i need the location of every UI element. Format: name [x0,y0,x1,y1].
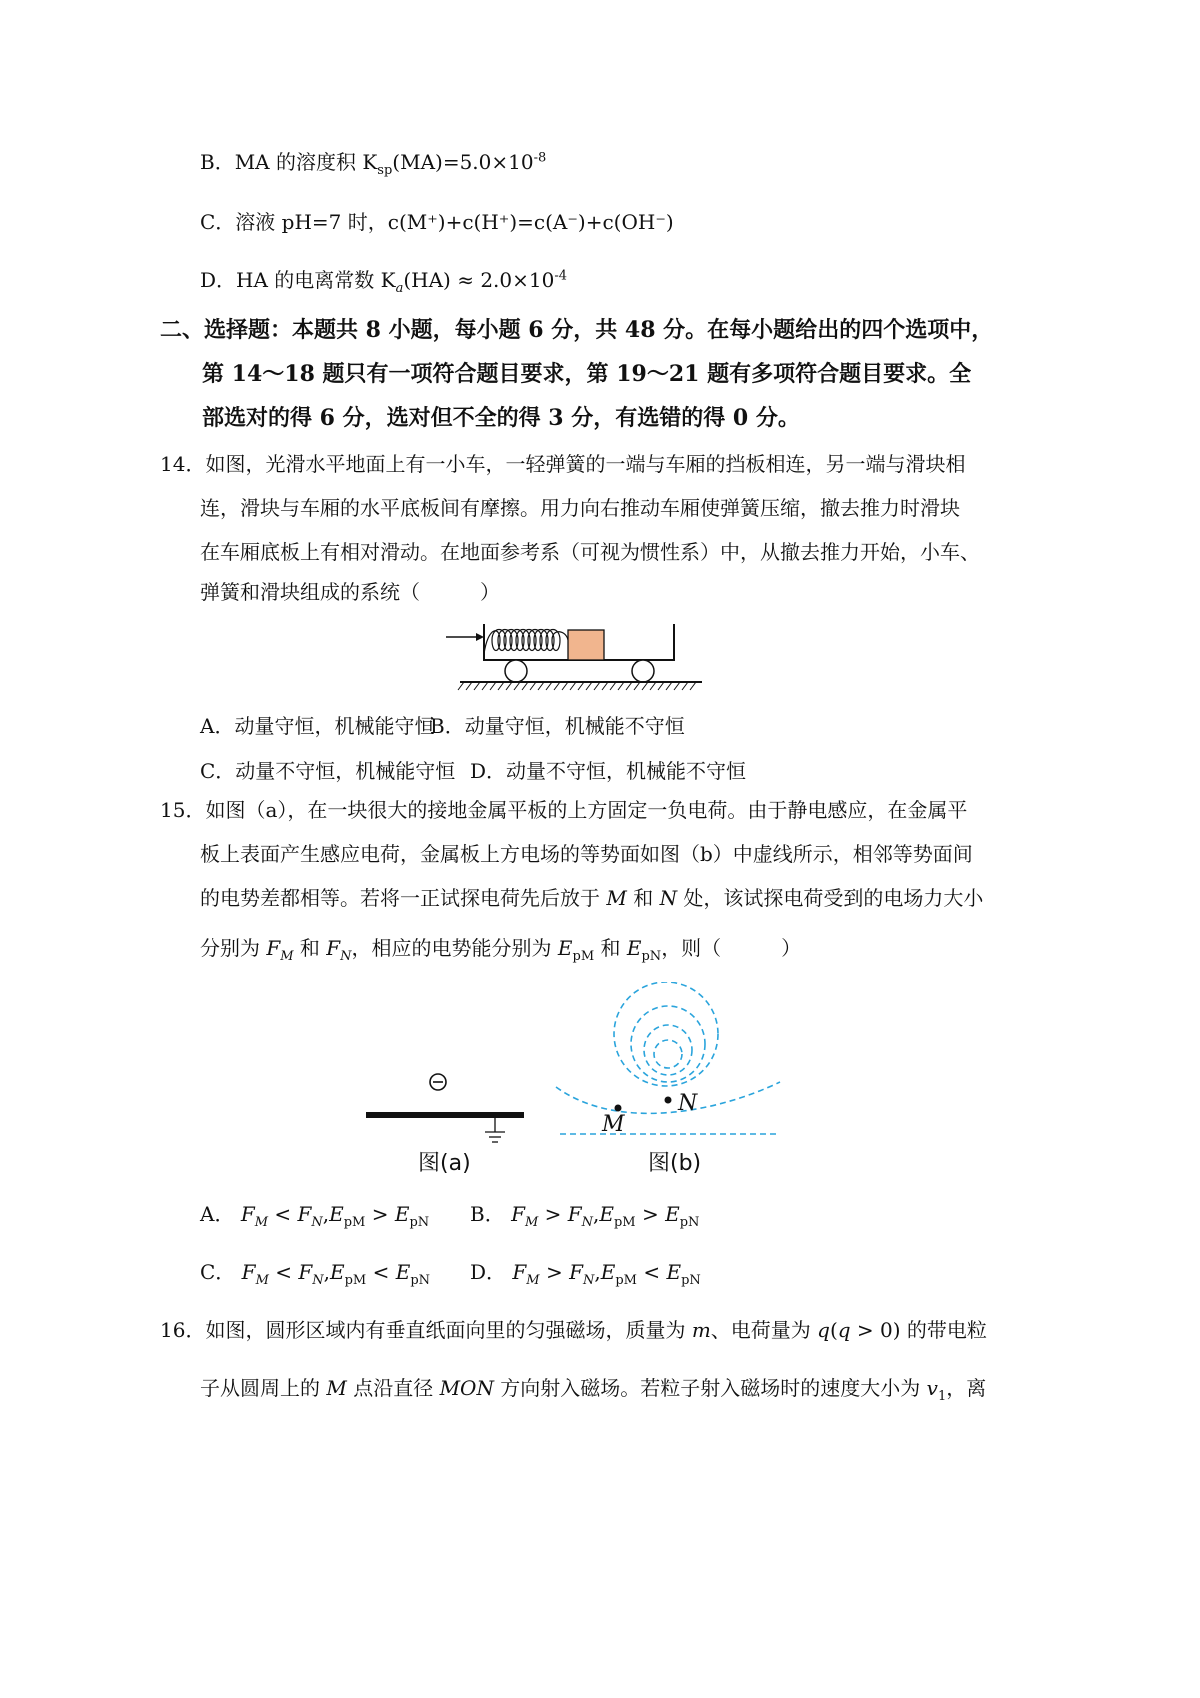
equipotential-ring-2 [631,1006,705,1082]
energy-symbol: E [395,1260,411,1284]
q15-option-c [200,1256,431,1288]
operator: < [643,1260,661,1284]
energy-symbol: E [394,1202,410,1226]
force-symbol: F [298,1260,313,1284]
diameter-label: MON [439,1376,494,1400]
point-m-dot [615,1105,622,1112]
q16-text-line2 [200,1376,987,1404]
text-segment: 16．如图，圆形区域内有垂直纸面向里的匀强磁场，质量为 [160,1318,692,1342]
option-label: A． [200,1202,235,1226]
text-segment: 和 [594,936,627,960]
ka-exponent: -4 [554,268,568,284]
subscript: N [581,1215,594,1230]
force-symbol: F [567,1202,582,1226]
option-b-prefix: B．MA 的溶度积 [200,150,363,174]
subscript: pM [613,1215,636,1230]
subscript: N [312,1273,324,1288]
force-symbol: F [240,1202,255,1226]
subscript: pN [681,1273,701,1288]
text-segment: ，离 [946,1376,987,1400]
text-segment: 分别为 [200,936,267,960]
energy-symbol: E [626,936,642,960]
equipotential-ring-1 [614,982,718,1086]
subscript: pN [410,1273,431,1288]
text-segment: 子从圆周上的 [200,1376,327,1400]
figure-b-n-label: N [678,1091,698,1116]
q13-option-d [200,268,568,296]
operator: < [275,1260,292,1284]
ksp-exponent: -8 [533,150,547,166]
operator: > [545,1260,563,1284]
q14-option-c: C．动量不守恒，机械能守恒 [200,759,456,783]
operator: > [641,1202,659,1226]
subscript: M [526,1273,540,1288]
force-symbol: F [569,1260,583,1284]
text-segment: 的电势差都相等。若将一正试探电荷先后放于 [200,886,607,910]
q14-option-d: D．动量不守恒，机械能不守恒 [470,759,747,783]
option-d-prefix: D．HA 的电离常数 [200,268,381,292]
ka-subscript: a [395,281,404,296]
q14-cart-diagram [440,614,720,694]
subscript: N [311,1215,323,1230]
energy-symbol: E [600,1260,616,1284]
ksp-symbol: K [362,150,378,174]
text-segment: 处，该试探电荷受到的电场力大小 [677,886,984,910]
operator: < [372,1260,390,1284]
text-segment: ( [829,1318,838,1342]
force-symbol: F [511,1202,525,1226]
text-segment: 、电荷量为 [710,1318,818,1342]
q15-text-line1: 15．如图（a），在一块很大的接地金属平板的上方固定一负电荷。由于静电感应，在金属平 [160,798,968,822]
q14-option-a: A．动量守恒，机械能守恒 [200,714,435,738]
q15-text-line3 [200,886,983,910]
q14-text-line1: 14．如图，光滑水平地面上有一小车，一轻弹簧的一端与车厢的挡板相连，另一端与滑块相 [160,452,966,476]
charge-balance-formula: c(M⁺)+c(H⁺)=c(A⁻)+c(OH⁻) [387,210,674,234]
energy-symbol: E [599,1202,614,1226]
subscript: M [524,1215,539,1230]
q15-figure-b [548,982,798,1142]
force-symbol: F [326,936,341,960]
q15-text-line4 [200,936,802,964]
energy-symbol: E [329,1260,345,1284]
subscript: N [582,1273,595,1288]
subscript-pn: pN [641,949,662,964]
point-n-dot [665,1097,672,1104]
velocity-subscript: 1 [937,1389,947,1404]
subscript: pN [409,1215,430,1230]
equipotential-ring-4 [654,1040,682,1068]
q13-option-b [200,150,547,178]
q14-option-b: B．动量守恒，机械能不守恒 [430,714,685,738]
figure-a-caption: 图(a) [418,1151,471,1176]
operator: < [274,1202,292,1226]
q15-text-line2: 板上表面产生感应电荷，金属板上方电场的等势面如图（b）中虚线所示，相邻等势面间 [200,842,973,866]
ksp-subscript: sp [377,163,393,178]
force-symbol: F [512,1260,527,1284]
subscript-n: N [340,949,352,964]
q15-option-b [470,1198,700,1230]
subscript: pM [615,1273,637,1288]
energy-symbol: E [329,1202,344,1226]
subscript-m: M [280,949,294,964]
operator: > [544,1202,562,1226]
q15-option-a [200,1198,430,1230]
velocity-symbol: v [926,1376,938,1400]
operator: > [371,1202,389,1226]
text-segment: 点沿直径 [346,1376,440,1400]
q14-text-line2: 连，滑块与车厢的水平底板间有摩擦。用力向右推动车厢使弹簧压缩，撤去推力时滑块 [200,496,960,520]
charge-symbol: q [817,1318,830,1342]
subscript: M [254,1215,269,1230]
subscript-pm: pM [572,949,595,964]
charge-symbol: q [837,1318,851,1342]
option-label: B． [470,1202,505,1226]
subscript: pN [679,1215,700,1230]
separator: , [593,1202,600,1226]
q13-option-c [200,210,674,234]
text-segment: 和 [626,886,660,910]
ka-symbol: K [380,268,396,292]
text-segment: > 0) [850,1318,901,1342]
point-n-label: N [659,886,678,910]
text-segment: ，则（ ） [661,936,802,960]
force-symbol: F [241,1260,256,1284]
mass-symbol: m [691,1318,711,1342]
q15-option-d [470,1256,701,1288]
figure-b-m-label: M [602,1112,625,1137]
point-m-label: M [606,886,627,910]
separator: , [594,1260,601,1284]
text-segment: ，相应的电势能分别为 [351,936,558,960]
energy-symbol: E [666,1260,682,1284]
section2-heading-line3: 部选对的得 6 分，选对但不全的得 3 分，有选错的得 0 分。 [202,405,800,431]
option-label: D． [470,1260,507,1284]
force-symbol: F [297,1202,312,1226]
ka-value: (HA) ≈ 2.0×10 [403,268,555,292]
option-c-prefix: C．溶液 pH=7 时， [200,210,388,234]
option-label: C． [200,1260,236,1284]
text-segment: 的带电粒 [900,1318,987,1342]
q14-text-line4: 弹簧和滑块组成的系统（ ） [200,580,500,604]
energy-symbol: E [665,1202,680,1226]
energy-symbol: E [557,936,573,960]
section2-heading-line1: 二、选择题：本题共 8 小题，每小题 6 分，共 48 分。在每小题给出的四个选项中， [160,317,994,343]
text-segment: 方向射入磁场。若粒子射入磁场时的速度大小为 [493,1376,927,1400]
force-symbol: F [266,936,281,960]
ksp-value: (MA)=5.0×10 [392,150,534,174]
subscript: pM [343,1215,366,1230]
separator: , [322,1202,330,1226]
section2-heading-line2: 第 14～18 题只有一项符合题目要求，第 19～21 题有多项符合题目要求。全 [202,361,972,387]
text-segment: 和 [293,936,327,960]
figure-b-caption: 图(b) [648,1151,702,1176]
q16-text-line1 [160,1318,987,1342]
subscript: pM [344,1273,367,1288]
separator: , [323,1260,330,1284]
subscript: M [255,1273,269,1288]
q14-text-line3: 在车厢底板上有相对滑动。在地面参考系（可视为惯性系）中，从撤去推力开始，小车、 [200,540,980,564]
point-m-label: M [326,1376,347,1400]
